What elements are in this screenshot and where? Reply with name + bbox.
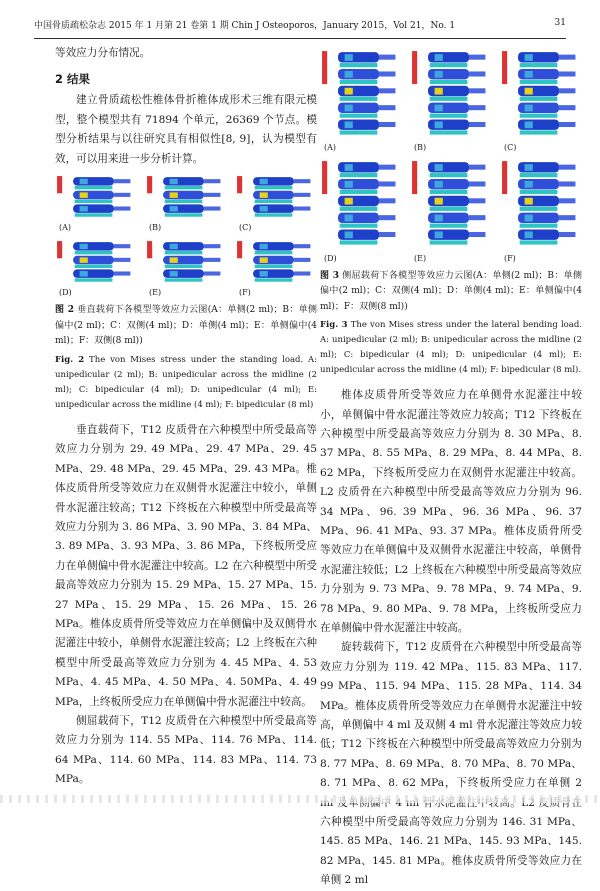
stress-map-panel <box>235 238 317 297</box>
results-paragraph-1: 建立骨质疏松性椎体骨折椎体成形术三维有限元模型，整个模型共有 71894 个单元，26369 个节点。模型分析结果与以往研究具有相似性[8, 9]，认为模型有效，可以用来进一步分析计算。 <box>55 94 317 165</box>
figure-2 <box>55 173 317 297</box>
figure-3-caption-en <box>320 318 582 378</box>
journal-header: 中国骨质疏松杂志 2015 年 1 月第 21 卷第 1 期 Chin J Osteoporos，January 2015，Vol 21，No. 1 <box>34 21 456 31</box>
right-column <box>320 44 582 891</box>
panel-label: (D) <box>59 288 72 298</box>
stress-map-image <box>320 158 402 252</box>
panel-label: (B) <box>149 223 162 233</box>
figure-2-label-cn: 图 2 <box>55 305 75 316</box>
results-paragraph-5: 旋转载荷下，T12 皮质骨在六种模型中所受最高等效应力分别为 119. 42 MPa、115. 83 MPa、117. 99 MPa、115. 94 MPa、115. 28 MPa、114. 34 MPa。椎体皮质骨所受等效应力在单侧骨水泥灌注中较高，单侧偏中 4 ml 及双侧 4 ml 骨水泥灌注等效应力较低；T12 下终板在六种模型中所受最高等效应力分别为 8. 77 MPa、8. 69 MPa、8. 70 MPa、8. 70 MPa、8. 71 MPa、8. 62 MPa，下终板所受应力在单侧 2 六种模型中所受最高等效应力分别为 146. 31 MPa、145. 85 MPa、146. 21 MPa、145. 93 MPa、145. 82 MPa、145. 81 MPa。椎体皮质骨所受等效应力在单侧 2 ml <box>320 641 582 887</box>
stress-map-image <box>410 158 492 252</box>
stress-map-image <box>320 48 402 142</box>
figure-3-label-cn: 图 3 <box>320 270 340 281</box>
panel-label: (E) <box>149 288 162 298</box>
figure-2-caption-cn <box>55 303 317 350</box>
stress-map-image <box>145 238 227 287</box>
stress-map-panel <box>55 173 137 232</box>
stress-map-panel <box>55 238 137 297</box>
figure-2-text-cn: 垂直载荷下各模型等效应力云图(A：单侧(2 ml)；B：单侧偏中(2 ml)；C：双侧(4 ml)；D：单侧(4 ml)；E：单侧偏中(4 ml)；F：双侧(8 ml)) <box>55 305 317 347</box>
stress-map-image <box>235 238 317 287</box>
stress-map-image <box>235 173 317 222</box>
stress-map-panel <box>235 173 317 232</box>
stress-map-panel <box>500 48 582 152</box>
panel-label: (C) <box>239 223 252 233</box>
stress-map-image <box>500 158 582 252</box>
stress-map-image <box>55 238 137 287</box>
stress-map-panel <box>410 158 492 262</box>
results-paragraph-2: 垂直载荷下，T12 皮质骨在六种模型中所受最高等效应力分别为 29. 49 MPa、29. 47 MPa、29. 45 MPa、29. 48 MPa、29. 45 MPa、29. 43 MPa。椎体皮质骨所受等效应力在双侧骨水泥灌注中较小，单侧骨水泥灌注较高；T12 下终板在六种模型中所受最高等效应力分别为 3. 86 MPa、3. 90 MPa、3. 84 MPa、3. 89 MPa、3. 93 MPa、3. 86 MPa，下终板所受应力在单侧偏中骨水泥灌注中较高。L2 在六种模型中所受最高等效应力分别为 15. 29 MPa、15. 27 MPa、15. 27 MPa、15. 29 MPa、15. 26 MPa、15. 26 MPa。椎体皮质骨所受等效应力在单侧偏中及双侧骨水泥灌注中较小，单侧骨水泥灌注较高；L2 上终板在六种模型中所受最高等效应力分别为 4. 45 MPa、4. 53 MPa、4. 45 MPa、4. 50 MPa、4. 50MPa、4. 49 MPa，上终板所受应力在单侧偏中骨水泥灌注中较高。 <box>55 423 317 708</box>
figure-2-label-en: Fig. 2 <box>55 354 85 365</box>
stress-map-image <box>500 48 582 142</box>
stress-map-panel <box>500 158 582 262</box>
stress-map-panel <box>320 158 402 262</box>
stress-map-panel <box>145 238 227 297</box>
stress-map-panel <box>145 173 227 232</box>
panel-label: (A) <box>324 143 337 153</box>
stress-map-image <box>55 173 137 222</box>
stress-map-panel <box>320 48 402 152</box>
page-number: 31 <box>554 18 566 28</box>
header-rule <box>34 38 566 39</box>
section-title: 2 结果 <box>55 72 91 87</box>
results-paragraph-4: 椎体皮质骨所受等效应力在单侧骨水泥灌注中较小，单侧偏中骨水泥灌注等效应力较高；T12 下终板在六种模型中所受最高等效应力分别为 8. 30 MPa、8. 37 MPa、8. 55 MPa、8. 29 MPa、8. 44 MPa、8. 62 MPa，下终板所受应力在双侧骨水泥灌注中较高。L2 皮质骨在六种模型中所受最高等效应力分别为 96. 34 MPa、96. 39 MPa、96. 36 MPa、96. 37 MPa、96. 41 MPa、93. 37 MPa。椎体皮质骨所受等效应力在单侧偏中及双侧骨水泥灌注中较高，单侧骨水泥灌注较低；L2 上终板在六种模型中所受最高等效应力分别为 9. 73 MPa、9. 78 MPa、9. 74 MPa、9. 78 MPa、9. 80 MPa、9. 78 MPa，上终板所受应力在单侧偏中骨水泥灌注中较高。 <box>320 389 582 634</box>
figure-3-caption-cn <box>320 269 582 316</box>
left-column <box>55 44 317 790</box>
panel-label: (F) <box>504 253 516 263</box>
panel-label: (E) <box>414 253 427 263</box>
scan-edge <box>0 795 600 803</box>
figure-3-text-cn: 侧屈载荷下各模型等效应力云图(A：单侧(2 ml)；B：单侧偏中(2 ml)；C：双侧(4 ml)；D：单侧(4 ml)；E：单侧偏中(4 ml)；F：双侧(8 ml)) <box>320 270 582 312</box>
running-header <box>34 18 566 32</box>
stress-map-image <box>145 173 227 222</box>
intro-line: 等效应力分布情况。 <box>55 47 151 59</box>
panel-label: (D) <box>324 253 337 263</box>
figure-3-label-en: Fig. 3 <box>320 320 348 331</box>
panel-label: (A) <box>59 223 72 233</box>
panel-label: (F) <box>239 288 251 298</box>
stress-map-panel <box>410 48 492 152</box>
figure-3 <box>320 48 582 263</box>
figure-3-text-en: The von Mises stress under the lateral bending load. A: unipedicular (2 ml); B: unipedicular across the midline (2 ml); C: bipedicular (4 ml); D: unipedicular (4 ml); E: unipedicular across the midline (4 ml); F: bipedicular (8 ml). <box>320 320 582 376</box>
figure-2-caption-en <box>55 353 317 413</box>
figure-2-text-en: The von Mises stress under the standing load. A: unipedicular (2 ml); B: unipedicular across the midline (2 ml); C: bipedicular (4 ml); D: unipedicular (4 ml); E: unipedicular across the midline (4 ml); F: bipedicular (8 ml) <box>55 354 317 410</box>
stress-map-image <box>410 48 492 142</box>
panel-label: (B) <box>414 143 427 153</box>
results-paragraph-3: 侧屈载荷下，T12 皮质骨在六种模型中所受最高等效应力分别为 114. 55 MPa、114. 76 MPa、114. 64 MPa、114. 60 MPa、114. 83 MPa、114. 73 MPa。 <box>55 715 317 786</box>
panel-label: (C) <box>504 143 517 153</box>
